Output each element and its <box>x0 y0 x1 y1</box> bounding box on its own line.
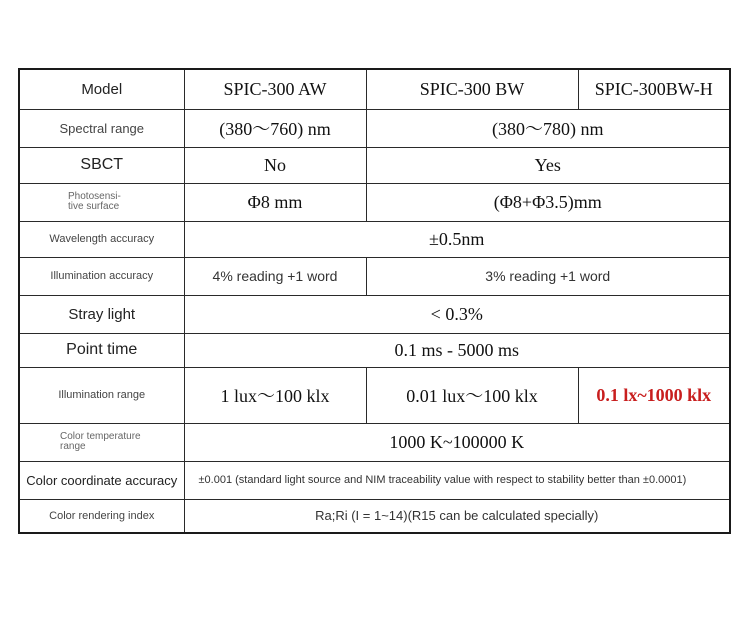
photosensitive-aw: Φ8 mm <box>184 183 366 221</box>
illumination-accuracy-bw-bwh: 3% reading +1 word <box>366 257 730 295</box>
row-wavelength-accuracy <box>19 221 730 257</box>
row-color-rendering-index <box>19 499 730 533</box>
label-stray-light: Stray light <box>19 295 184 333</box>
row-point-time <box>19 333 730 367</box>
label-model: Model <box>19 69 184 109</box>
illumination-range-bwh: 0.1 lx~1000 klx <box>578 367 730 423</box>
label-photosensitive-line1: Photosensi- <box>68 191 121 202</box>
label-illumination-range: Illumination range <box>19 367 184 423</box>
model-bw: SPIC-300 BW <box>366 69 578 109</box>
spectral-range-bw-bwh: (380～780) nm <box>366 109 730 147</box>
label-color-rendering-index: Color rendering index <box>19 499 184 533</box>
row-illumination-range <box>19 367 730 423</box>
stray-light-value: < 0.3% <box>184 295 730 333</box>
row-photosensitive-surface <box>19 183 730 221</box>
point-time-value: 0.1 ms - 5000 ms <box>184 333 730 367</box>
color-coordinate-accuracy-value: ±0.001 (standard light source and NIM traceability value with respect to stability better than ±0.0001) <box>184 461 730 499</box>
spectral-range-aw: (380～760) nm <box>184 109 366 147</box>
label-spectral-range: Spectral range <box>19 109 184 147</box>
row-sbct <box>19 147 730 183</box>
illumination-range-bw: 0.01 lux～100 klx <box>366 367 578 423</box>
label-wavelength-accuracy: Wavelength accuracy <box>19 221 184 257</box>
sbct-aw: No <box>184 147 366 183</box>
illumination-range-aw: 1 lux～100 klx <box>184 367 366 423</box>
label-photosensitive-surface <box>19 183 184 221</box>
row-spectral-range <box>19 109 730 147</box>
sbct-bw-bwh: Yes <box>366 147 730 183</box>
label-color-temperature-range <box>19 423 184 461</box>
label-color-coordinate-accuracy: Color coordinate accuracy <box>19 461 184 499</box>
row-model <box>19 69 730 109</box>
color-rendering-index-value: Ra;Ri (I = 1~14)(R15 can be calculated specially) <box>184 499 730 533</box>
photosensitive-bw-bwh: (Φ8+Φ3.5)mm <box>366 183 730 221</box>
label-color-temperature-line1: Color temperature <box>60 431 141 442</box>
label-sbct: SBCT <box>19 147 184 183</box>
label-color-temperature-line2: range <box>60 441 86 452</box>
row-stray-light <box>19 295 730 333</box>
model-aw: SPIC-300 AW <box>184 69 366 109</box>
color-temperature-range-value: 1000 K~100000 K <box>184 423 730 461</box>
model-bwh: SPIC-300BW-H <box>578 69 730 109</box>
wavelength-accuracy-value: ±0.5nm <box>184 221 730 257</box>
spec-table <box>18 68 731 534</box>
row-color-temperature-range <box>19 423 730 461</box>
label-photosensitive-line2: tive surface <box>68 201 120 212</box>
label-illumination-accuracy: Illumination accuracy <box>19 257 184 295</box>
label-point-time: Point time <box>19 333 184 367</box>
row-illumination-accuracy <box>19 257 730 295</box>
illumination-accuracy-aw: 4% reading +1 word <box>184 257 366 295</box>
row-color-coordinate-accuracy <box>19 461 730 499</box>
